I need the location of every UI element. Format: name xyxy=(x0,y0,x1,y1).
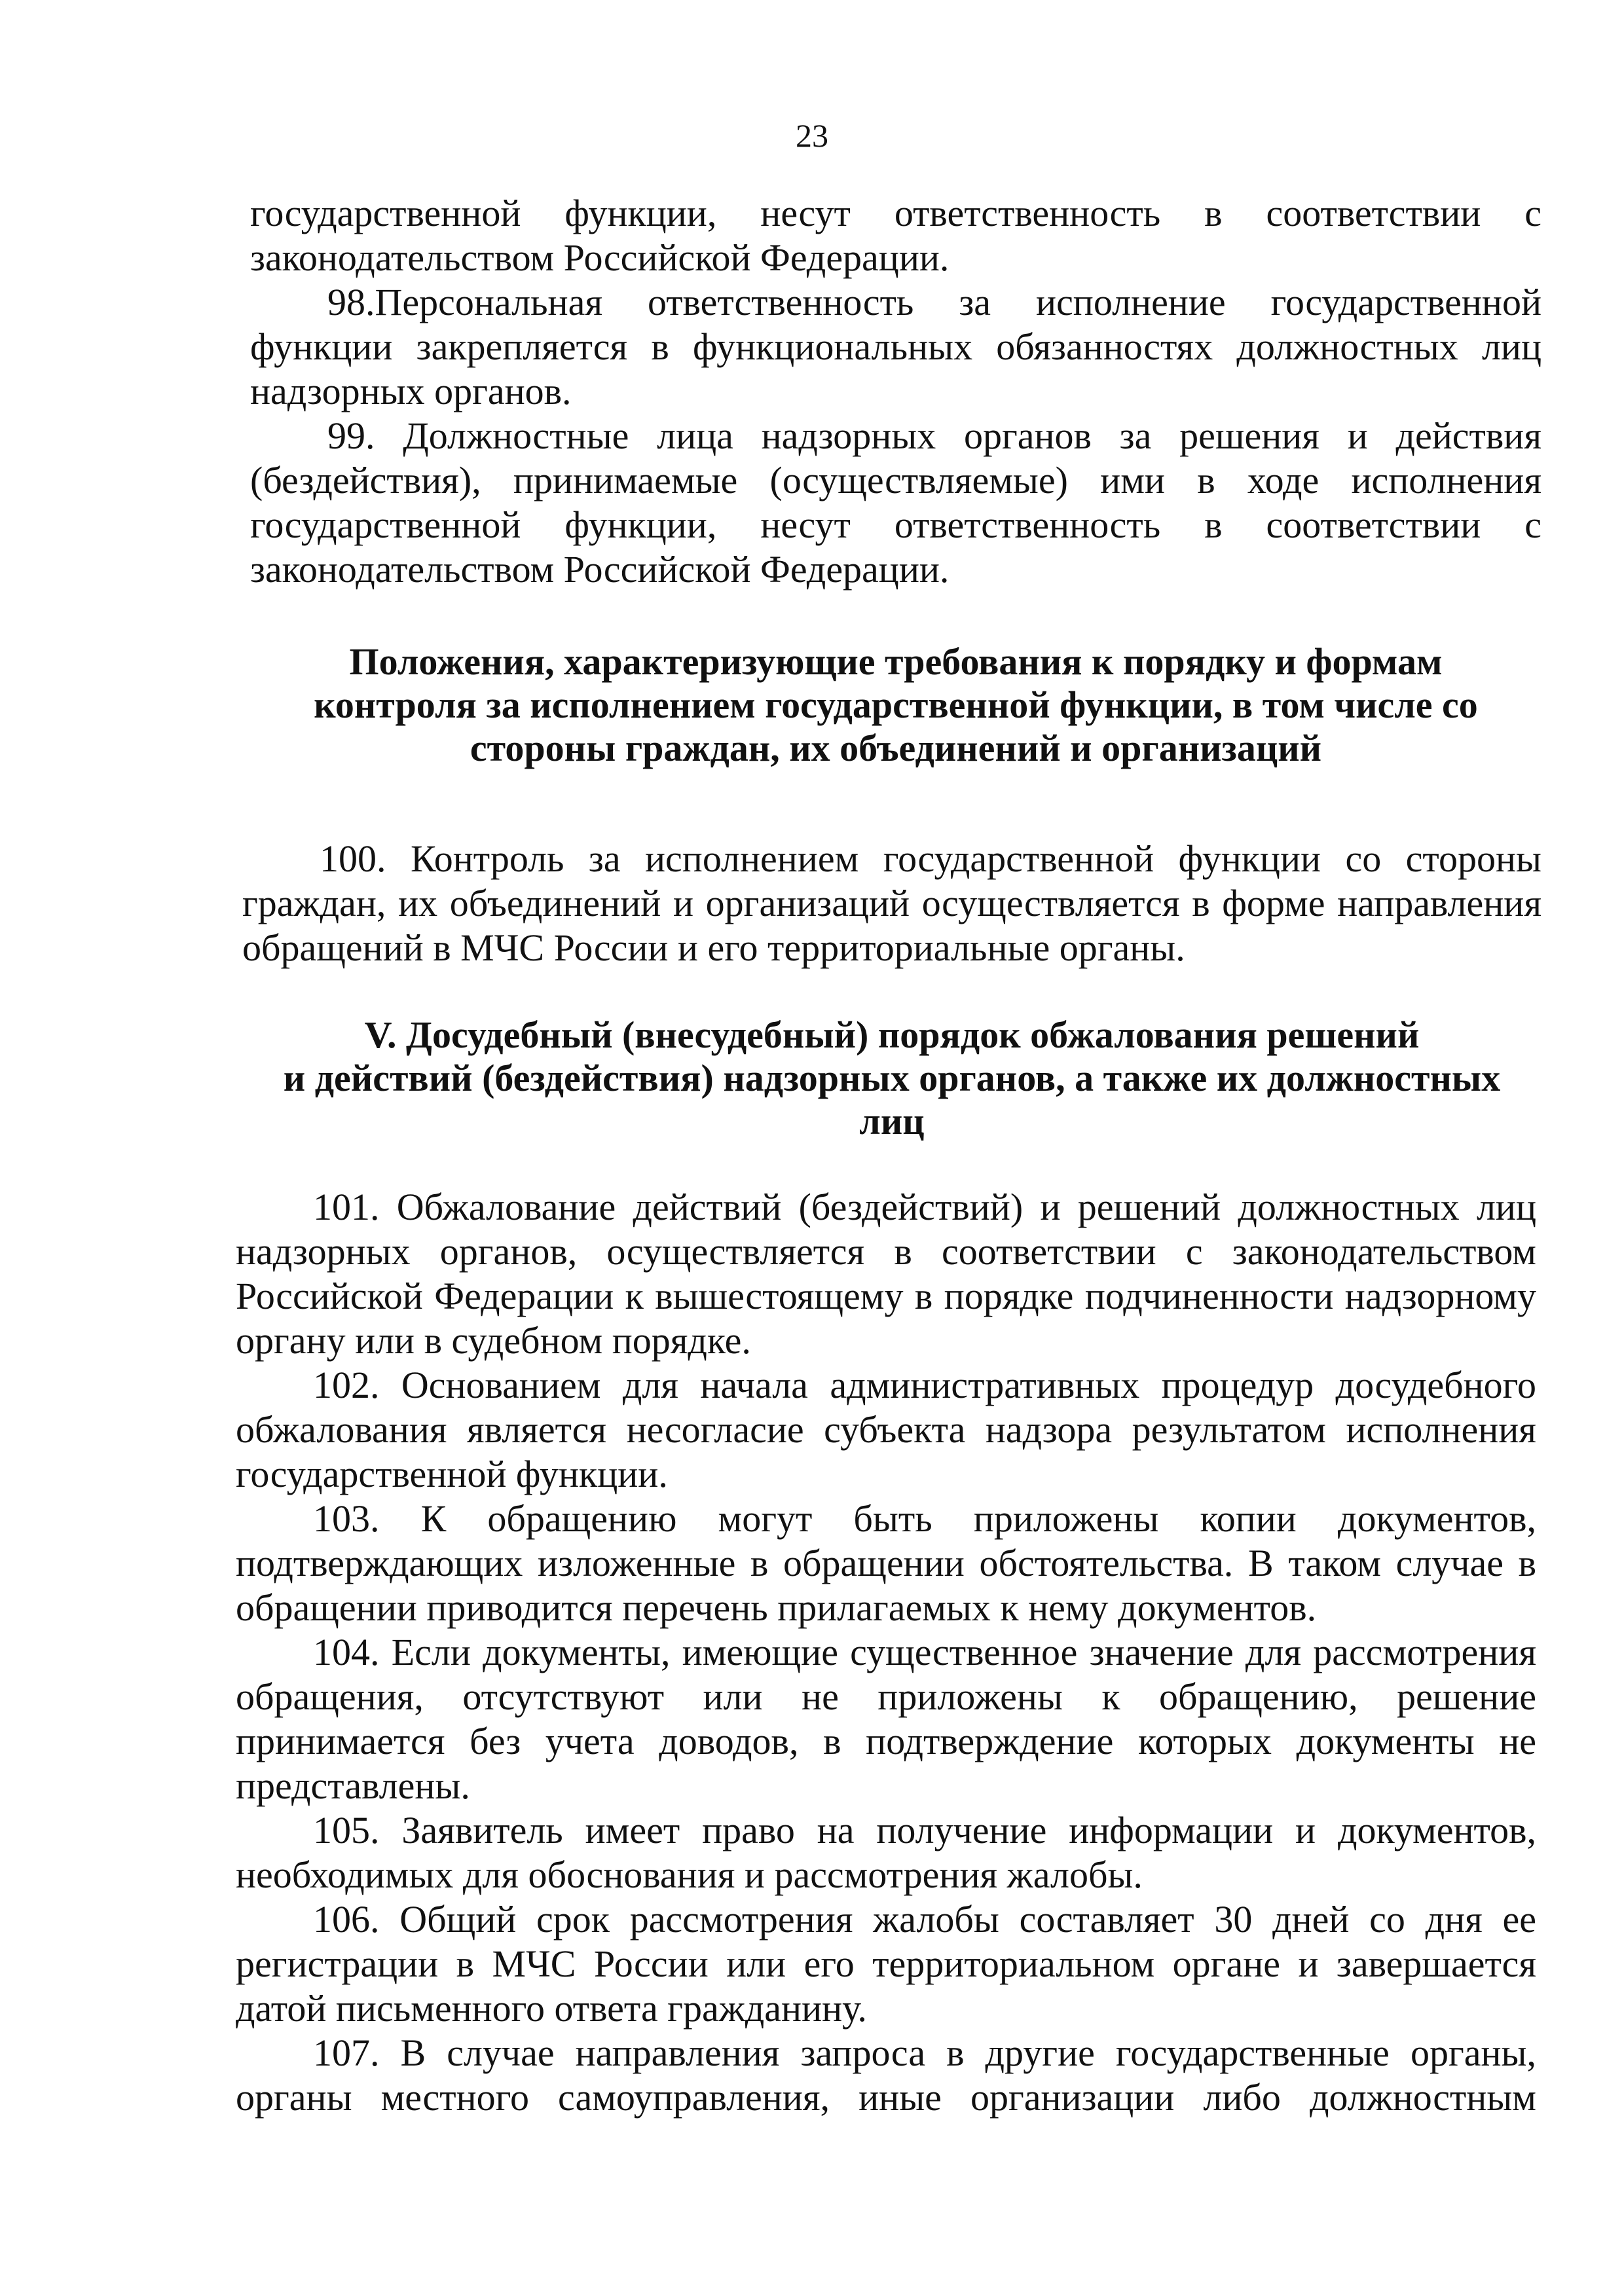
paragraph-104: 104. Если документы, имеющие существенное значение для рассмотрения обращения, отсутствуют или не приложены к обращению, решение принимается без учета доводов, в подтверждение которых документы не представлены. xyxy=(236,1631,1536,1807)
paragraph-100: 100. Контроль за исполнением государственной функции со стороны граждан, их объединений и организаций осуществляется в форме направления обращений в МЧС России и его территориальные органы. xyxy=(242,837,1541,969)
paragraph-103: 103. К обращению могут быть приложены копии документов, подтверждающих изложенные в обращении обстоятельства. В таком случае в обращении приводится перечень прилагаемых к нему документов. xyxy=(236,1497,1536,1629)
paragraph-98: 98.Персональная ответственность за исполнение государственной функции закрепляется в функциональных обязанностях должностных лиц надзорных органов. xyxy=(250,281,1541,412)
section-heading-v xyxy=(242,1013,1541,1143)
paragraph-102: 102. Основанием для начала административных процедур досудебного обжалования является несогласие субъекта надзора результатом исполнения государственной функции. xyxy=(236,1364,1536,1495)
heading-line: Положения, характеризующие требования к порядку и формам xyxy=(349,640,1443,683)
heading-line: V. Досудебный (внесудебный) порядок обжалования решений xyxy=(364,1013,1420,1056)
heading-line: контроля за исполнением государственной функции, в том числе со xyxy=(314,683,1478,726)
bottom-text-block xyxy=(236,1185,1536,2120)
heading-line: стороны граждан, их объединений и организаций xyxy=(470,727,1322,769)
section-heading-control xyxy=(250,640,1541,770)
paragraph-101: 101. Обжалование действий (бездействий) и решений должностных лиц надзорных органов, осуществляется в соответствии с законодательством Российской Федерации к вышестоящему в порядке подчиненности надзорному органу или в судебном порядке. xyxy=(236,1186,1536,1362)
paragraph-105: 105. Заявитель имеет право на получение информации и документов, необходимых для обоснования и рассмотрения жалобы. xyxy=(236,1809,1536,1896)
paragraph-97-continuation: государственной функции, несут ответственность в соответствии с законодательством Российской Федерации. xyxy=(250,192,1541,279)
top-text-block xyxy=(250,191,1541,592)
paragraph-99: 99. Должностные лица надзорных органов за решения и действия (бездействия), принимаемые (осуществляемые) ими в ходе исполнения государственной функции, несут ответственность в соответствии с законодательством Российской Федерации. xyxy=(250,414,1541,591)
paragraph-107: 107. В случае направления запроса в другие государственные органы, органы местного самоуправления, иные организации либо должностным xyxy=(236,2032,1536,2119)
paragraph-106: 106. Общий срок рассмотрения жалобы составляет 30 дней со дня ее регистрации в МЧС России или его территориальном органе и завершается датой письменного ответа гражданину. xyxy=(236,1898,1536,2030)
page-number: 23 xyxy=(796,117,828,154)
heading-line: и действий (бездействия) надзорных органов, а также их должностных xyxy=(283,1057,1501,1099)
middle-text-block xyxy=(242,837,1541,970)
heading-line: лиц xyxy=(859,1100,925,1142)
